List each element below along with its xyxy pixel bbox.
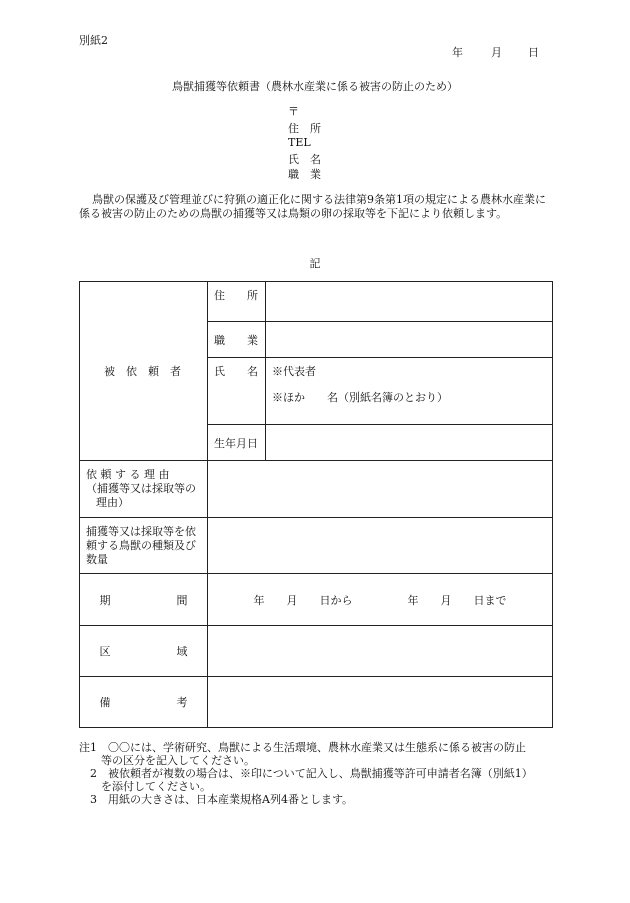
- note-2-line2: を添付してください。: [79, 780, 211, 793]
- others-label: ※ほか 名（別紙名簿のとおり）: [272, 391, 448, 404]
- occupation-label: 職 業: [214, 333, 258, 347]
- requestee-label-cell: [80, 282, 208, 461]
- species-label-line2: 頼する鳥獣の種類及び: [86, 538, 196, 552]
- note-2-line1: 2 被依頼者が複数の場合は、※印について記入し、鳥獣捕獲等許可申請者名簿（別紙1）: [79, 767, 533, 780]
- remarks-label: 備 考: [99, 696, 188, 709]
- form-number: 別紙2: [79, 34, 108, 47]
- ki-heading: 記: [309, 257, 321, 270]
- address-label: 住 所: [214, 289, 258, 302]
- representative-label: ※代表者: [272, 365, 316, 378]
- note-1-line2: 等の区分を記入してください。: [79, 754, 255, 767]
- requestee-label: 被 依 頼 者: [104, 365, 181, 378]
- occupation-field[interactable]: [266, 322, 553, 358]
- species-field[interactable]: [208, 518, 553, 574]
- area-label: 区 域: [99, 645, 188, 658]
- species-label-line3: 数量: [86, 552, 108, 566]
- birthdate-label-cell: [208, 425, 266, 461]
- reason-field[interactable]: [208, 461, 553, 518]
- date-day: 日: [528, 46, 539, 59]
- note-3: 3 用紙の大きさは、日本産業規格A列4番とします。: [79, 793, 354, 806]
- intro-paragraph: 鳥獣の保護及び管理並びに狩猟の適正化に関する法律第9条第1項の規定による農林水産業に係る被害の防止のための鳥獣の捕獲等又は鳥類の卵の採取等を下記により依頼します。: [79, 193, 546, 220]
- request-form-table: [79, 281, 553, 728]
- address-field[interactable]: [266, 282, 553, 322]
- reason-label-line1: 依 頼 す る 理 由: [86, 468, 170, 481]
- postal-mark: 〒: [288, 105, 299, 118]
- period-field[interactable]: [208, 574, 553, 626]
- date-year: 年: [452, 46, 463, 59]
- occupation-label-cell: [208, 322, 266, 358]
- remarks-field[interactable]: [208, 677, 553, 728]
- period-label: 期 間: [99, 593, 188, 607]
- species-label-line1: 捕獲等又は採取等を依: [86, 524, 196, 538]
- name-label: 氏 名: [214, 365, 258, 378]
- reason-label-line2: （捕獲等又は採取等の: [86, 482, 196, 495]
- name-label-cell: [208, 358, 266, 425]
- address-label-cell: [208, 282, 266, 322]
- date-line: [452, 44, 539, 60]
- reason-label-line3: 理由）: [96, 496, 129, 509]
- period-value: 年 月 日から 年 月 日まで: [253, 593, 507, 607]
- birthdate-label: 生年月日: [214, 436, 258, 450]
- applicant-tel-label: TEL: [288, 136, 311, 149]
- notes-section: [79, 741, 533, 806]
- name-field[interactable]: [266, 358, 553, 425]
- reason-label-cell: [80, 461, 208, 518]
- document-title: 鳥獣捕獲等依頼書（農林水産業に係る被害の防止のため）: [172, 80, 458, 93]
- applicant-address-label: 住 所: [288, 122, 321, 135]
- applicant-occupation-label: 職 業: [288, 168, 321, 181]
- area-field[interactable]: [208, 626, 553, 677]
- birthdate-field[interactable]: [266, 425, 553, 461]
- date-month: 月: [491, 46, 502, 59]
- area-label-cell: [80, 626, 208, 677]
- period-label-cell: [80, 574, 208, 626]
- note-1-line1: 注1 〇〇には、学術研究、鳥獣による生活環境、農林水産業又は生態系に係る被害の防止: [79, 741, 526, 754]
- applicant-name-label: 氏 名: [288, 153, 321, 166]
- species-label-cell: [80, 518, 208, 574]
- remarks-label-cell: [80, 677, 208, 728]
